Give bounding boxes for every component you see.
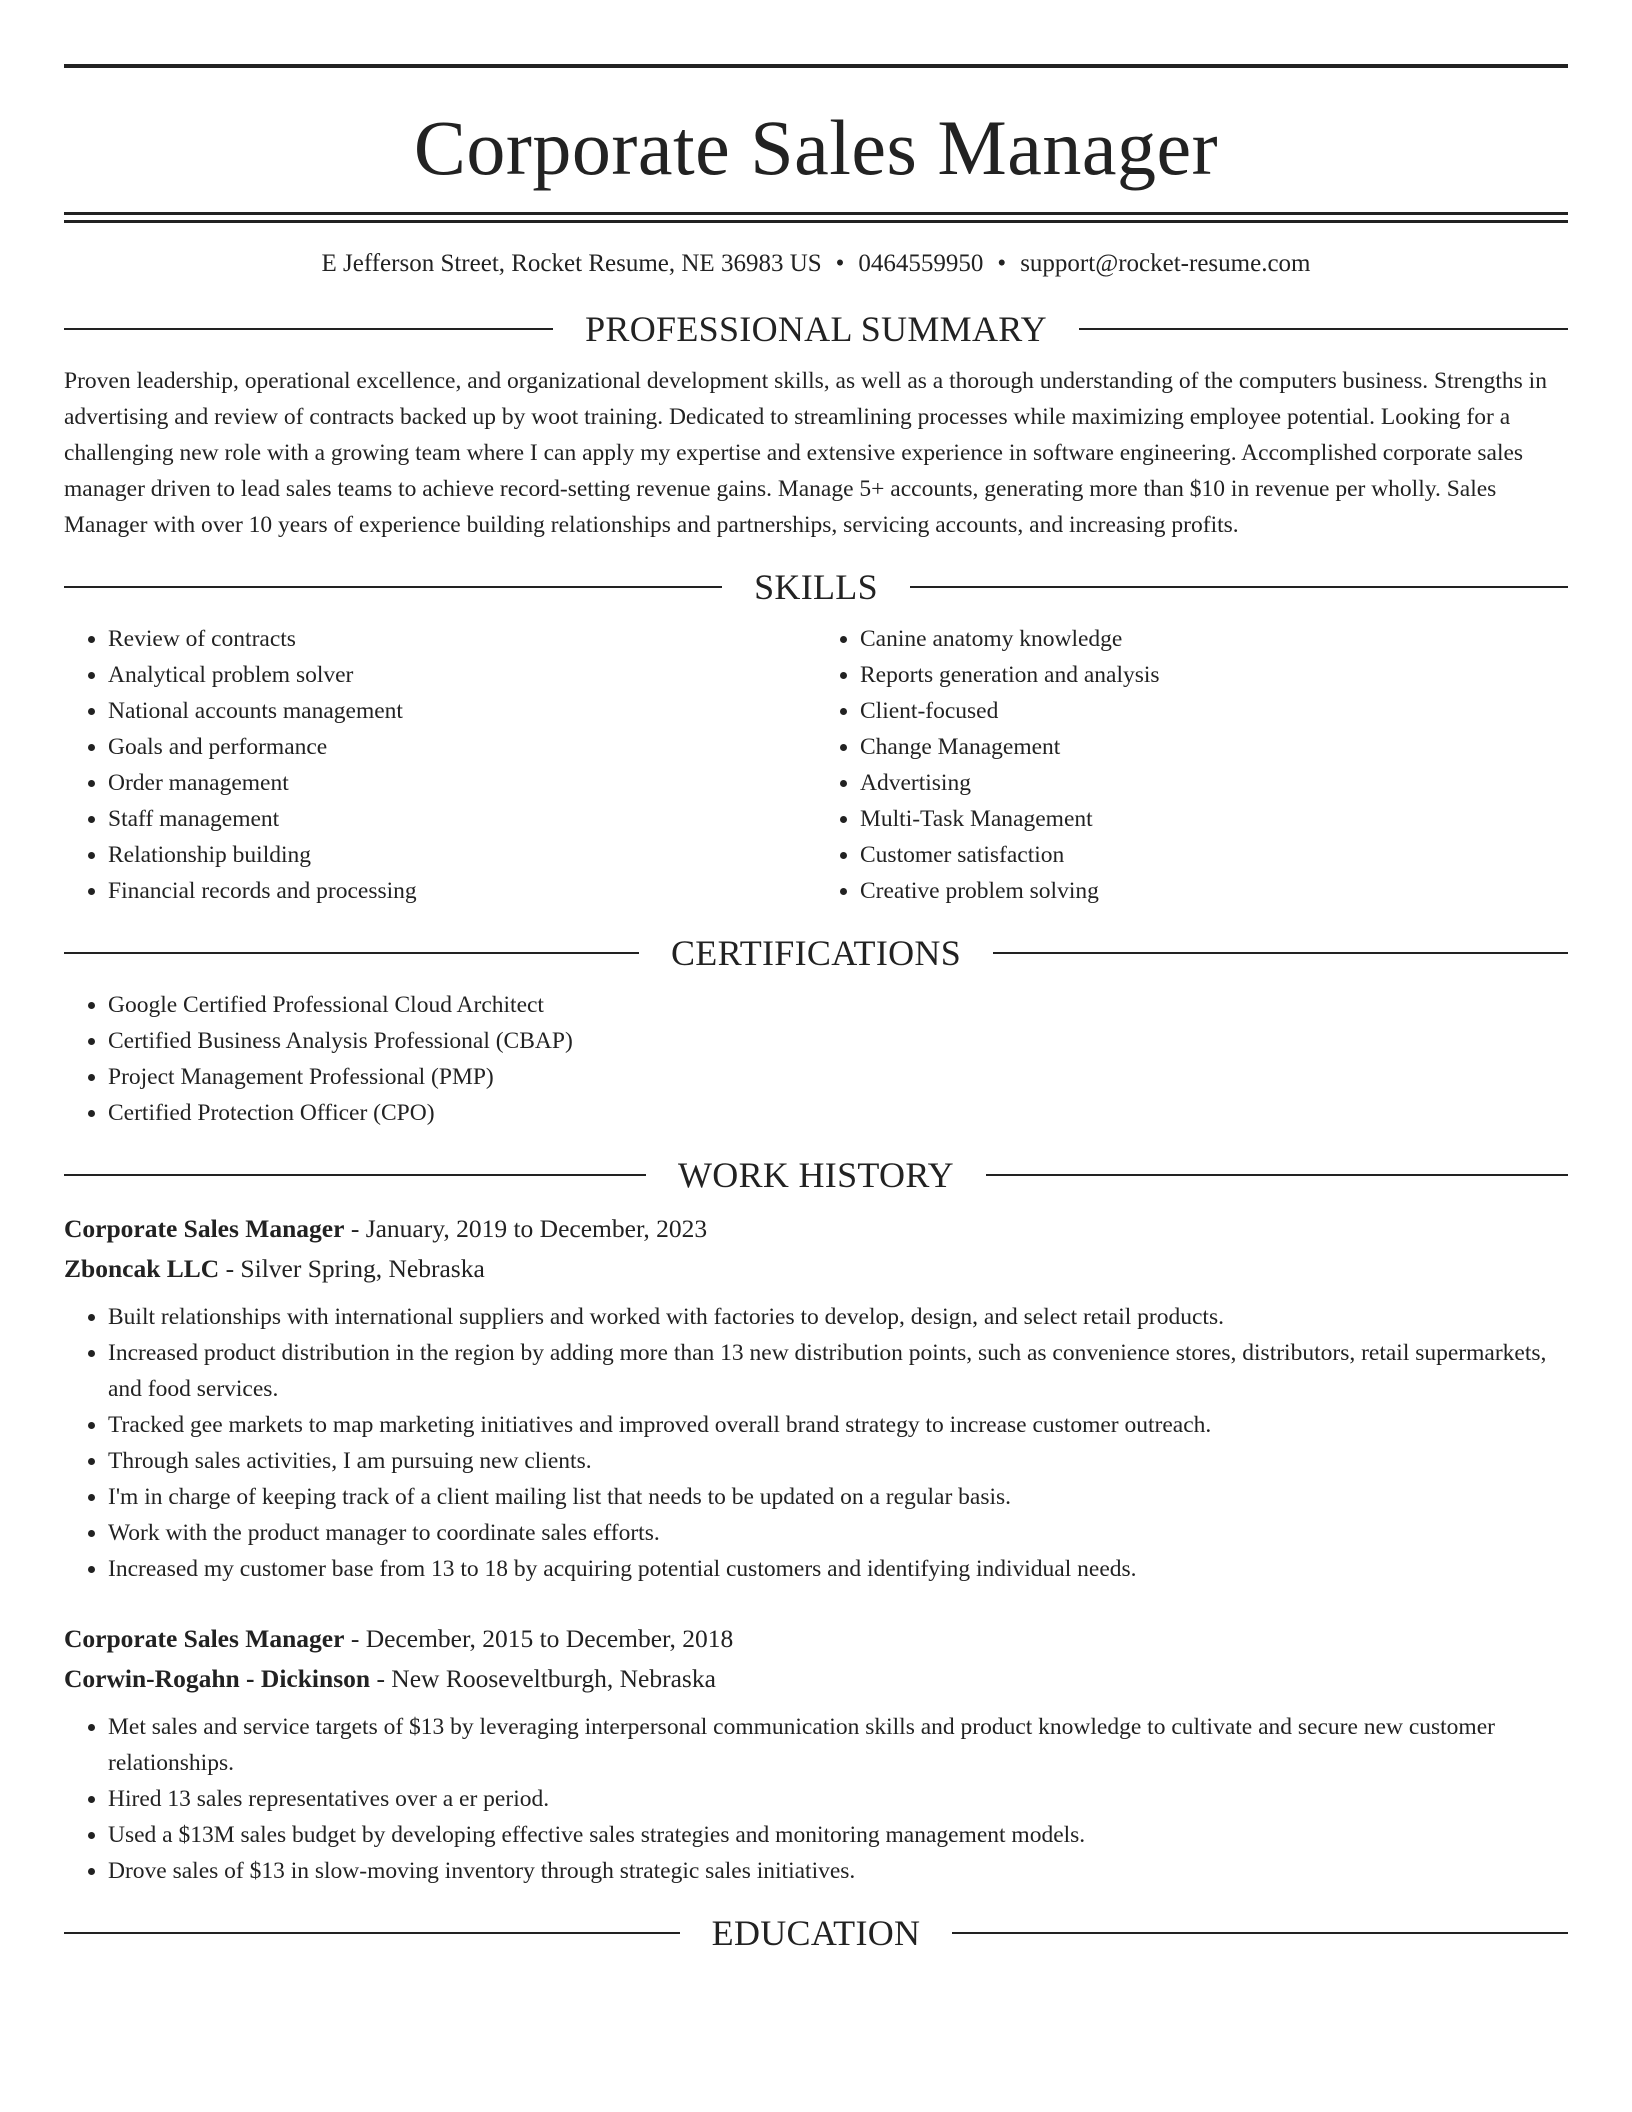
job-bullet: • Met sales and service targets of $13 by leveraging interpersonal communication skills and product knowledge to cultivate and secure new customer relationships.: [108, 1709, 1568, 1781]
contact-address: E Jefferson Street, Rocket Resume, NE 36983 US: [321, 250, 822, 277]
skills-columns: [64, 621, 1568, 909]
heading-rule: [64, 1932, 680, 1934]
section-title: EDUCATION: [711, 1913, 921, 1953]
skill-item: • Change Management: [860, 729, 1568, 765]
heading-rule: [64, 1174, 646, 1176]
title-double-rule: [64, 212, 1568, 223]
skills-list-right: [816, 621, 1568, 909]
heading-rule: [64, 952, 639, 954]
section-heading-certifications: [64, 931, 1568, 975]
skill-item: • Creative problem solving: [860, 873, 1568, 909]
certification-item: • Google Certified Professional Cloud Architect: [108, 987, 1568, 1023]
job-role-line: [64, 1619, 1568, 1659]
skill-item: • Review of contracts: [108, 621, 816, 657]
section-title: SKILLS: [754, 567, 878, 607]
job-role: Corporate Sales Manager: [64, 1214, 345, 1243]
heading-rule: [952, 1932, 1568, 1934]
job-bullet: • Increased product distribution in the region by adding more than 13 new distribution points, such as convenience stores, distributors, retail supermarkets, and food services.: [108, 1335, 1568, 1407]
skill-item: • Client-focused: [860, 693, 1568, 729]
job-entry: [64, 1209, 1568, 1587]
section-heading-summary: [64, 307, 1568, 351]
job-company: Corwin-Rogahn - Dickinson: [64, 1664, 371, 1693]
job-location: - New Rooseveltburgh, Nebraska: [370, 1664, 716, 1693]
skill-item: • Canine anatomy knowledge: [860, 621, 1568, 657]
summary-text: Proven leadership, operational excellence, and organizational development skills, as well as a thorough understanding of the computers business. Strengths in advertising and review of contracts backed up by woot training. Dedicated to streamlining processes while maximizing employee potential. Looking for a challenging new role with a growing team where I can apply my expertise and extensive experience in software engineering. Accomplished corporate sales manager driven to lead sales teams to achieve record-setting revenue gains. Manage 5+ accounts, generating more than $10 in revenue per wholly. Sales Manager with over 10 years of experience building relationships and partnerships, servicing accounts, and increasing profits.: [64, 368, 1547, 538]
job-bullet: • Built relationships with international suppliers and worked with factories to develop, design, and select retail products.: [108, 1299, 1568, 1335]
job-bullet: • Used a $13M sales budget by developing effective sales strategies and monitoring management models.: [108, 1817, 1568, 1853]
contact-separator: •: [997, 250, 1007, 277]
job-company-line: [64, 1659, 1568, 1699]
job-entry: [64, 1619, 1568, 1889]
skill-item: • Relationship building: [108, 837, 816, 873]
section-title: WORK HISTORY: [678, 1155, 954, 1195]
section-title: PROFESSIONAL SUMMARY: [585, 309, 1047, 349]
job-bullets: [64, 1709, 1568, 1889]
job-bullet: • Increased my customer base from 13 to 18 by acquiring potential customers and identifying individual needs.: [108, 1551, 1568, 1587]
job-role-line: [64, 1209, 1568, 1249]
certification-item: • Project Management Professional (PMP): [108, 1059, 1568, 1095]
section-heading-skills: [64, 565, 1568, 609]
certification-item: • Certified Protection Officer (CPO): [108, 1095, 1568, 1131]
heading-rule: [64, 328, 553, 330]
job-bullet: • Tracked gee markets to map marketing initiatives and improved overall brand strategy to increase customer outreach.: [108, 1407, 1568, 1443]
skill-item: • Staff management: [108, 801, 816, 837]
job-company-line: [64, 1249, 1568, 1289]
resume-title: Corporate Sales Manager: [413, 104, 1219, 191]
skill-item: • National accounts management: [108, 693, 816, 729]
job-bullet: • Through sales activities, I am pursuing new clients.: [108, 1443, 1568, 1479]
section-title: CERTIFICATIONS: [670, 933, 962, 973]
heading-rule: [993, 952, 1568, 954]
job-role: Corporate Sales Manager: [64, 1624, 345, 1653]
job-company: Zboncak LLC: [64, 1254, 220, 1283]
job-dates: - December, 2015 to December, 2018: [344, 1624, 734, 1653]
certifications-list: [64, 987, 1568, 1131]
job-bullet: • Work with the product manager to coordinate sales efforts.: [108, 1515, 1568, 1551]
skills-list-left: [64, 621, 816, 909]
job-bullet: • Hired 13 sales representatives over a er period.: [108, 1781, 1568, 1817]
section-heading-work: [64, 1153, 1568, 1197]
job-dates: - January, 2019 to December, 2023: [344, 1214, 708, 1243]
contact-phone: 0464559950: [858, 250, 984, 277]
skill-item: • Reports generation and analysis: [860, 657, 1568, 693]
heading-rule: [1079, 328, 1568, 330]
job-bullets: [64, 1299, 1568, 1587]
section-heading-education: [64, 1911, 1568, 1955]
heading-rule: [64, 586, 722, 588]
skill-item: • Goals and performance: [108, 729, 816, 765]
job-location: - Silver Spring, Nebraska: [219, 1254, 485, 1283]
skill-item: • Financial records and processing: [108, 873, 816, 909]
contact-separator: •: [835, 250, 845, 277]
skill-item: • Customer satisfaction: [860, 837, 1568, 873]
heading-rule: [910, 586, 1568, 588]
skill-item: • Analytical problem solver: [108, 657, 816, 693]
skill-item: • Order management: [108, 765, 816, 801]
skill-item: • Advertising: [860, 765, 1568, 801]
certification-item: • Certified Business Analysis Professional (CBAP): [108, 1023, 1568, 1059]
contact-email: support@rocket-resume.com: [1020, 250, 1311, 277]
job-bullet: • I'm in charge of keeping track of a client mailing list that needs to be updated on a regular basis.: [108, 1479, 1568, 1515]
skill-item: • Multi-Task Management: [860, 801, 1568, 837]
heading-rule: [986, 1174, 1568, 1176]
job-bullet: • Drove sales of $13 in slow-moving inventory through strategic sales initiatives.: [108, 1853, 1568, 1889]
resume-page: [64, 64, 1568, 1967]
contact-line: [64, 229, 1568, 299]
